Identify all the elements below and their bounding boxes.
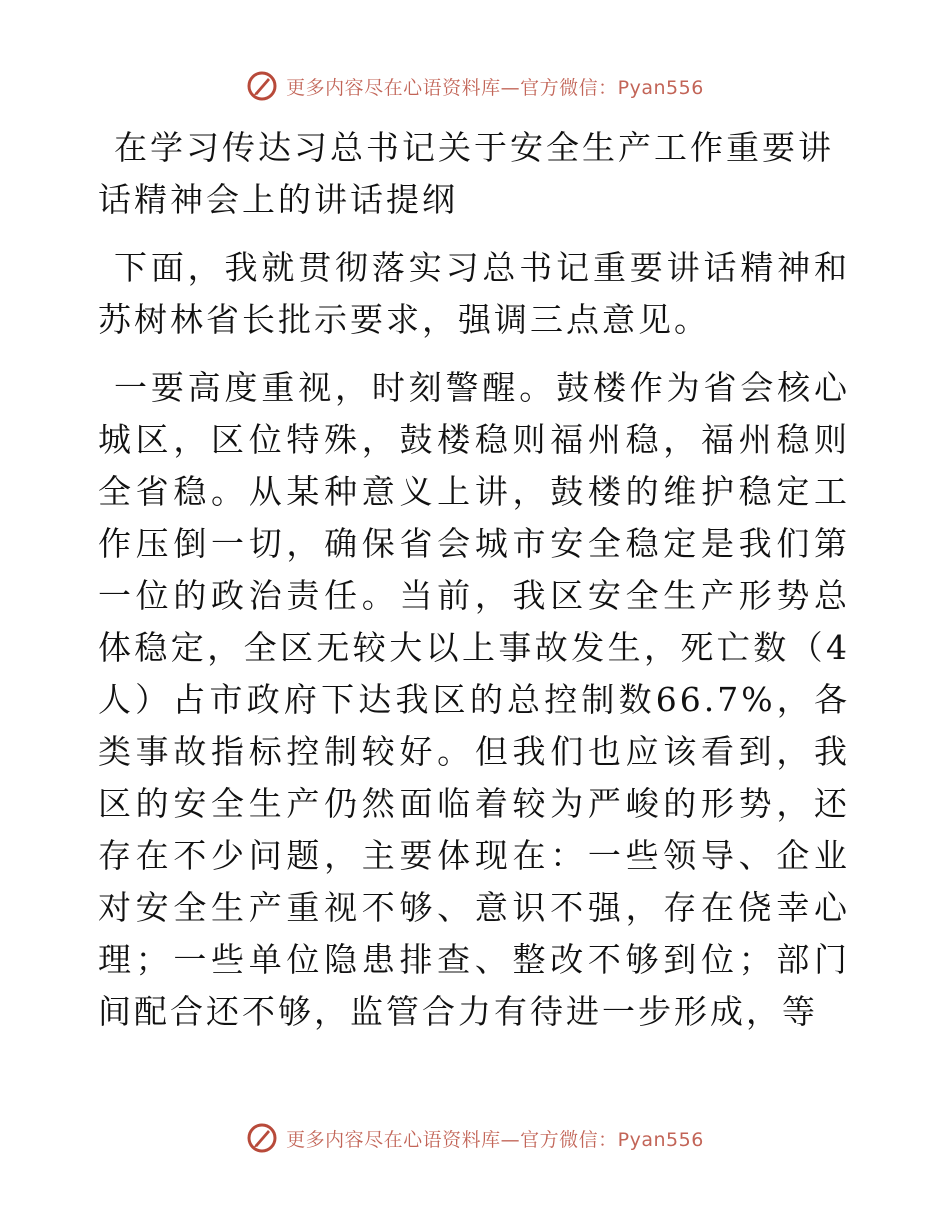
- watermark-text: 更多内容尽在心语资料库—官方微信：Pyan556: [286, 1128, 704, 1151]
- header-watermark: [0, 70, 950, 102]
- footer-watermark: [0, 1122, 950, 1154]
- document-title: 在学习传达习总书记关于安全生产工作重要讲话精神会上的讲话提纲: [98, 128, 834, 219]
- document-body: [98, 122, 850, 1054]
- paragraph-intro: 下面，我就贯彻落实习总书记重要讲话精神和苏树林省长批示要求，强调三点意见。: [98, 248, 850, 339]
- watermark-text: 更多内容尽在心语资料库—官方微信：Pyan556: [286, 76, 704, 99]
- quill-pen-circle-icon: [246, 70, 278, 102]
- paragraph-point-one: 一要高度重视，时刻警醒。鼓楼作为省会核心城区，区位特殊，鼓楼稳则福州稳，福州稳则全省稳。从某种意义上讲，鼓楼的维护稳定工作压倒一切，确保省会城市安全稳定是我们第一位的政治责任。当前，我区安全生产形势总体稳定，全区无较大以上事故发生，死亡数（4人）占市政府下达我区的总控制数66.7%，各类事故指标控制较好。但我们也应该看到，我区的安全生产仍然面临着较为严峻的形势，还存在不少问题，主要体现在：一些领导、企业对安全生产重视不够、意识不强，存在侥幸心理；一些单位隐患排查、整改不够到位；部门间配合还不够，监管合力有待进一步形成，等: [98, 368, 850, 1031]
- quill-pen-circle-icon: [246, 1122, 278, 1154]
